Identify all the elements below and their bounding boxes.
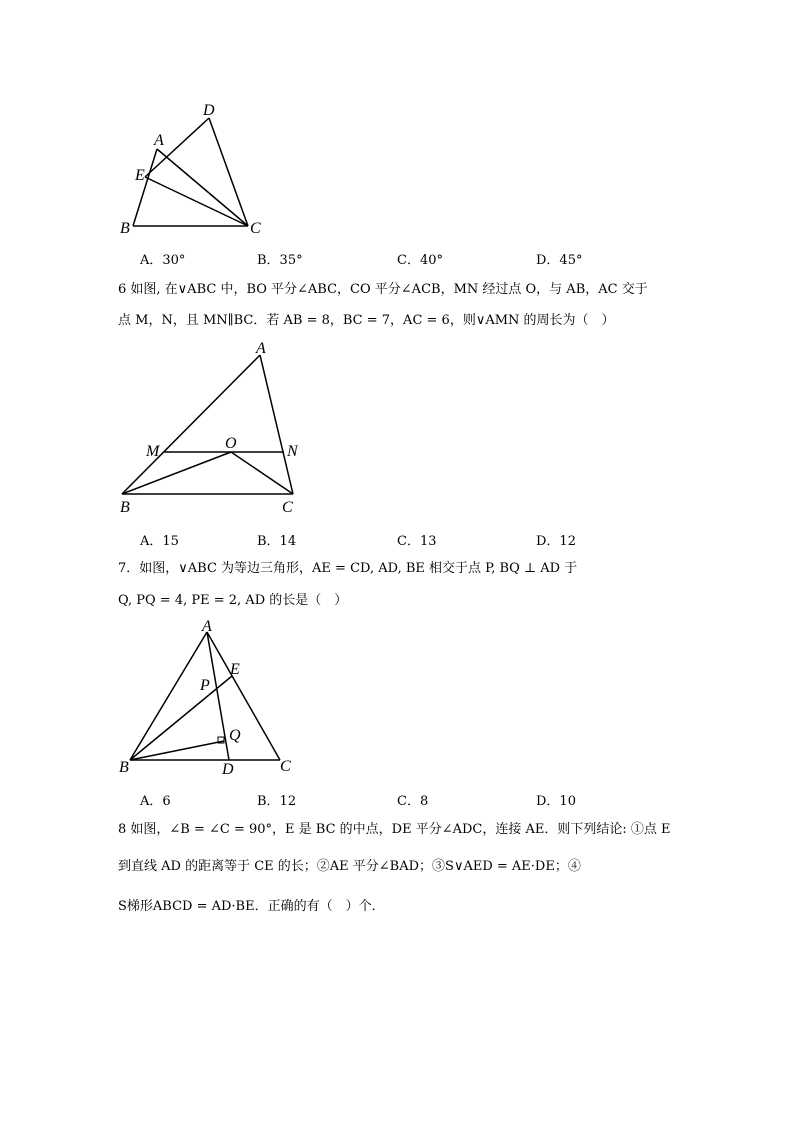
q5-option-b: B．35°: [257, 253, 303, 268]
figure-q5: [110, 95, 280, 240]
figure-q6: [110, 335, 310, 520]
label-D: D: [222, 761, 234, 778]
label-O: O: [225, 435, 237, 452]
label-B: B: [119, 759, 129, 776]
label-D: D: [203, 102, 215, 119]
label-A: A: [202, 618, 212, 635]
q7-stem-line1: 7．如图，∨ABC 为等边三角形，AE = CD, AD, BE 相交于点 P, BQ ⊥ AD 于: [118, 561, 578, 576]
segment-BO: [122, 452, 231, 494]
label-N: N: [287, 443, 298, 460]
segment-AC: [260, 355, 293, 494]
segment-AB: [122, 355, 260, 494]
label-C: C: [250, 220, 261, 237]
q8-stem-line3: S梯形ABCD = AD·BE．正确的有（ ）个．: [118, 899, 385, 914]
q6-option-c: C．13: [397, 534, 437, 549]
q6-stem-line2: 点 M，N，且 MN∥BC．若 AB = 8，BC = 7，AC = 6，则∨AMN 的周长为（ ）: [118, 313, 615, 328]
q8-stem-line1: 8 如图，∠B = ∠C = 90°，E 是 BC 的中点，DE 平分∠ADC，连接 AE．则下列结论: ①点 E: [118, 822, 671, 837]
segment-BA: [133, 149, 157, 226]
q6-stem-line1: 6 如图, 在∨ABC 中，BO 平分∠ABC，CO 平分∠ACB，MN 经过点 O，与 AB，AC 交于: [118, 282, 648, 297]
label-C: C: [280, 758, 291, 775]
label-B: B: [120, 220, 130, 237]
q7-option-c: C．8: [397, 794, 429, 809]
q7-option-d: D．10: [536, 794, 576, 809]
segment-AB: [130, 632, 207, 760]
q6-option-b: B．14: [257, 534, 297, 549]
q6-option-d: D．12: [536, 534, 576, 549]
q5-option-d: D．45°: [536, 253, 583, 268]
label-Q: Q: [229, 727, 241, 744]
q5-option-a: A．30°: [140, 253, 186, 268]
q7-option-a: A．6: [140, 794, 171, 809]
label-E: E: [230, 661, 240, 678]
q8-stem-line2: 到直线 AD 的距离等于 CE 的长；②AE 平分∠BAD；③S∨AED = AE·DE；④: [118, 859, 581, 874]
segment-BE: [130, 676, 232, 760]
q6-option-a: A．15: [140, 534, 179, 549]
label-P: P: [200, 677, 210, 694]
segment-BQ: [130, 741, 224, 760]
q7-option-b: B．12: [257, 794, 297, 809]
q7-stem-line2: Q, PQ = 4, PE = 2, AD 的长是（ ）: [118, 593, 348, 608]
label-C: C: [282, 499, 293, 516]
label-B: B: [120, 499, 130, 516]
figure-q7: [110, 615, 300, 780]
label-A: A: [154, 132, 164, 149]
label-E: E: [135, 167, 145, 184]
q5-option-c: C．40°: [397, 253, 443, 268]
label-A: A: [256, 340, 266, 357]
label-M: M: [146, 443, 160, 460]
segment-CO: [231, 452, 293, 494]
